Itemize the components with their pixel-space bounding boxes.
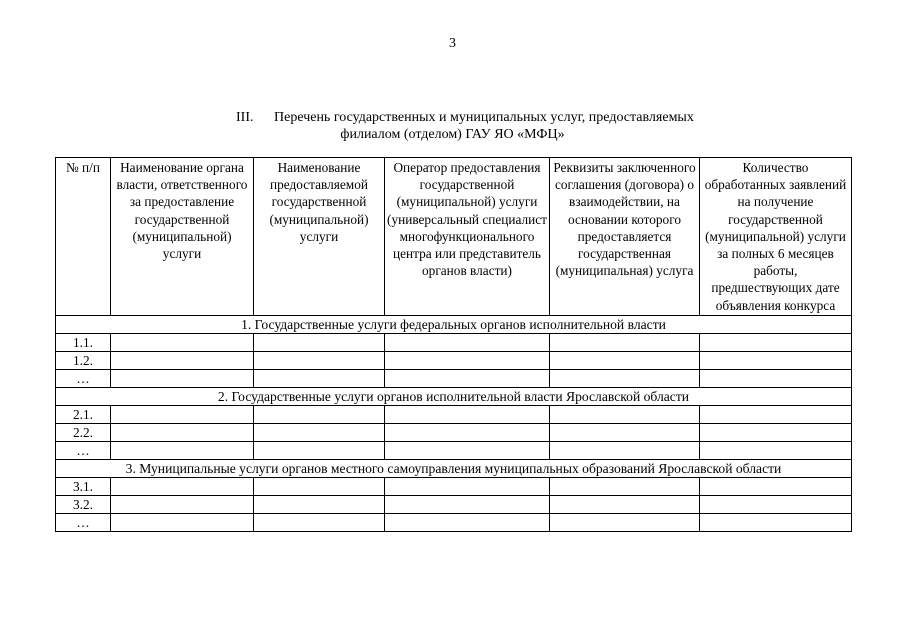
section-heading (0, 109, 905, 143)
table-cell[interactable] (111, 406, 254, 424)
table-cell[interactable] (254, 370, 385, 388)
header-authority: Наименование органа власти, ответственного за предоставление государственной (муниципальной) услуги (111, 158, 254, 316)
header-agreement: Реквизиты заключенного соглашения (договора) о взаимодействии, на основании которого предоставляется государственная (муниципальная) услуга (550, 158, 700, 316)
row-number: 2.1. (56, 406, 111, 424)
table-cell[interactable] (550, 406, 700, 424)
table-cell[interactable] (700, 370, 852, 388)
table-cell[interactable] (111, 442, 254, 460)
table-cell[interactable] (700, 478, 852, 496)
table-cell[interactable] (111, 514, 254, 532)
table-cell[interactable] (254, 514, 385, 532)
row-number: 2.2. (56, 424, 111, 442)
table-cell[interactable] (385, 406, 550, 424)
table-cell[interactable] (385, 424, 550, 442)
table-cell[interactable] (254, 496, 385, 514)
table-row (56, 424, 852, 442)
table-cell[interactable] (385, 352, 550, 370)
table-cell[interactable] (111, 424, 254, 442)
page-number: 3 (449, 36, 456, 51)
row-number: … (56, 514, 111, 532)
table-cell[interactable] (700, 424, 852, 442)
table-cell[interactable] (385, 514, 550, 532)
header-service-name: Наименование предоставляемой государственной (муниципальной) услуги (254, 158, 385, 316)
section-title: 2. Государственные услуги органов исполнительной власти Ярославской области (56, 388, 852, 406)
table-cell[interactable] (550, 370, 700, 388)
table-row (56, 370, 852, 388)
section-row (56, 460, 852, 478)
table-cell[interactable] (700, 352, 852, 370)
table-row (56, 514, 852, 532)
header-applications-count: Количество обработанных заявлений на получение государственной (муниципальной) услуги за полных 6 месяцев работы, предшествующих дате объявления конкурса (700, 158, 852, 316)
header-operator: Оператор предоставления государственной (муниципальной) услуги (универсальный специалист многофункционального центра или представитель органов власти) (385, 158, 550, 316)
table-cell[interactable] (385, 478, 550, 496)
table-cell[interactable] (550, 442, 700, 460)
section-row (56, 316, 852, 334)
table-row (56, 352, 852, 370)
table-cell[interactable] (550, 496, 700, 514)
row-number: … (56, 442, 111, 460)
table-header-row (56, 158, 852, 316)
row-number: 1.1. (56, 334, 111, 352)
row-number: 3.1. (56, 478, 111, 496)
table-cell[interactable] (111, 478, 254, 496)
section-title-line1: Перечень государственных и муниципальных услуг, предоставляемых (274, 110, 694, 125)
table-cell[interactable] (111, 352, 254, 370)
table-cell[interactable] (254, 424, 385, 442)
table-cell[interactable] (550, 424, 700, 442)
table-cell[interactable] (111, 496, 254, 514)
table-cell[interactable] (254, 478, 385, 496)
section-title: 3. Муниципальные услуги органов местного самоуправления муниципальных образований Ярославской области (56, 460, 852, 478)
table-cell[interactable] (550, 478, 700, 496)
table-row (56, 478, 852, 496)
header-number: № п/п (56, 158, 111, 316)
table-cell[interactable] (254, 442, 385, 460)
table-cell[interactable] (700, 496, 852, 514)
section-row (56, 388, 852, 406)
section-title: 1. Государственные услуги федеральных органов исполнительной власти (56, 316, 852, 334)
table-cell[interactable] (550, 334, 700, 352)
table-cell[interactable] (111, 370, 254, 388)
table-cell[interactable] (700, 514, 852, 532)
table-cell[interactable] (700, 334, 852, 352)
services-table (55, 157, 852, 532)
table-cell[interactable] (700, 406, 852, 424)
table-cell[interactable] (111, 334, 254, 352)
table-cell[interactable] (385, 496, 550, 514)
table-row (56, 496, 852, 514)
table-cell[interactable] (700, 442, 852, 460)
table-row (56, 334, 852, 352)
row-number: … (56, 370, 111, 388)
row-number: 3.2. (56, 496, 111, 514)
table-cell[interactable] (385, 370, 550, 388)
table-cell[interactable] (385, 442, 550, 460)
table-cell[interactable] (550, 352, 700, 370)
table-cell[interactable] (254, 334, 385, 352)
section-title-line2: филиалом (отделом) ГАУ ЯО «МФЦ» (340, 127, 565, 142)
table-row (56, 442, 852, 460)
table-row (56, 406, 852, 424)
row-number: 1.2. (56, 352, 111, 370)
table-cell[interactable] (385, 334, 550, 352)
table-cell[interactable] (254, 406, 385, 424)
section-roman-numeral: III. (236, 110, 254, 125)
table-cell[interactable] (550, 514, 700, 532)
table-cell[interactable] (254, 352, 385, 370)
